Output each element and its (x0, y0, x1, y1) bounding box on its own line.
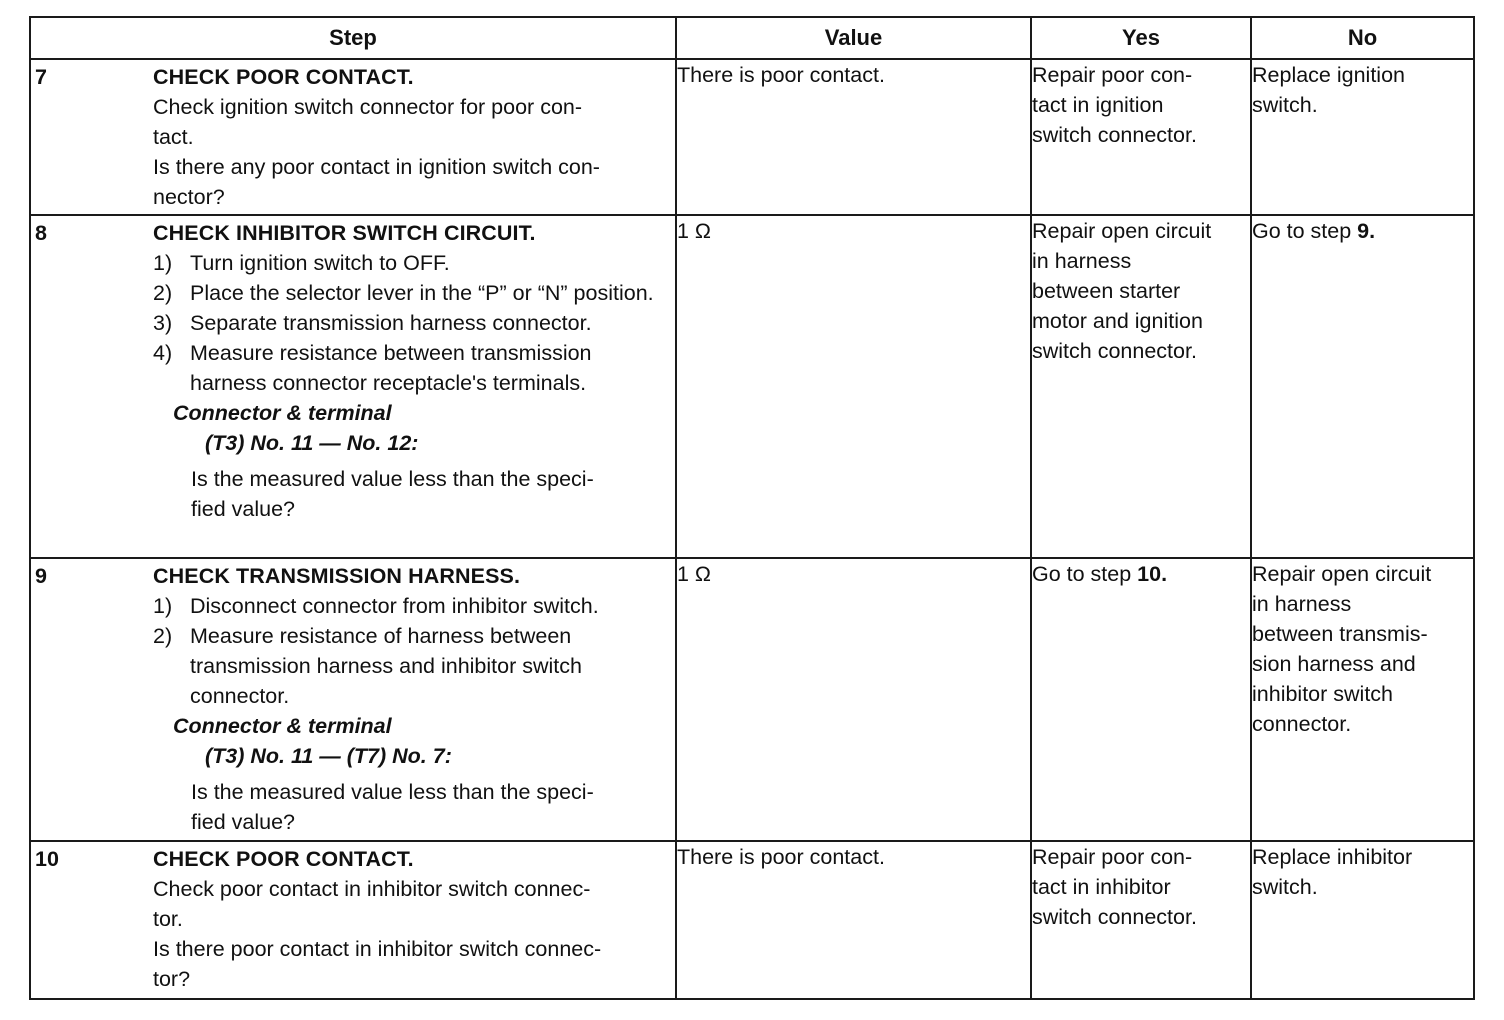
step-line: tor? (153, 966, 191, 991)
step-number: 9 (35, 564, 47, 589)
diagnosis-table (29, 16, 1475, 1000)
value-cell: There is poor contact. (676, 841, 1031, 999)
substep-text: Separate transmission harness connector. (190, 311, 592, 336)
yes-cell: Repair poor con- tact in ignition switch connector. (1031, 59, 1251, 215)
substep-text: Turn ignition switch to OFF. (190, 251, 450, 276)
step-line: tor. (153, 906, 183, 931)
substep-number: 2) (153, 281, 173, 306)
header-step: Step (30, 17, 676, 59)
step-question: Is the measured value less than the speci- fied value? (191, 467, 594, 522)
step-title: CHECK POOR CONTACT. (153, 65, 414, 89)
yes-cell: Repair open circuit in harness between starter motor and ignition switch connector. (1031, 215, 1251, 558)
table-row (30, 558, 1474, 841)
step-title: CHECK POOR CONTACT. (153, 846, 414, 871)
no-cell: Replace inhibitor switch. (1251, 841, 1474, 999)
step-line: tact. (153, 125, 194, 149)
substep (153, 338, 673, 398)
header-no: No (1251, 17, 1474, 59)
step-line: Check ignition switch connector for poor con- (153, 95, 583, 119)
no-cell: Replace ignition switch. (1251, 59, 1474, 215)
no-cell: Repair open circuit in harness between transmis- sion harness and inhibitor switch connector. (1251, 558, 1474, 841)
header-row (30, 17, 1474, 59)
header-yes: Yes (1031, 17, 1251, 59)
goto-text: Go to step (1252, 219, 1358, 244)
step-number: 10 (35, 846, 59, 871)
step-number: 8 (35, 221, 47, 246)
table-row (30, 59, 1474, 215)
connector-label: Connector & terminal (173, 401, 392, 426)
substep (153, 248, 673, 278)
substep (153, 308, 673, 338)
step-number: 7 (35, 65, 47, 89)
step-title: CHECK TRANSMISSION HARNESS. (153, 564, 521, 589)
step-cell (30, 59, 676, 215)
substep-number: 1) (153, 594, 173, 619)
connector-terminals: (T3) No. 11 — (T7) No. 7: (205, 744, 452, 769)
substep-text: Measure resistance between transmission harness connector receptacle's terminals. (190, 341, 592, 396)
goto-text: Go to step (1032, 562, 1138, 587)
step-question: Is the measured value less than the speci- fied value? (191, 780, 594, 835)
yes-cell (1031, 558, 1251, 841)
substep-number: 1) (153, 251, 173, 276)
connector-terminals: (T3) No. 11 — No. 12: (205, 431, 419, 456)
step-line: nector? (153, 185, 225, 209)
substep-number: 3) (153, 311, 173, 336)
value-cell: 1 Ω (676, 558, 1031, 841)
step-title: CHECK INHIBITOR SWITCH CIRCUIT. (153, 221, 536, 246)
table-row (30, 215, 1474, 558)
goto-step-number: 9. (1357, 219, 1376, 244)
step-cell (30, 841, 676, 999)
substep-number: 2) (153, 624, 173, 649)
step-line: Is there poor contact in inhibitor switch connec- (153, 936, 602, 961)
step-cell (30, 558, 676, 841)
substep (153, 591, 673, 621)
substep (153, 621, 673, 711)
step-line: Is there any poor contact in ignition switch con- (153, 155, 600, 179)
substep (153, 278, 673, 308)
value-cell: 1 Ω (676, 215, 1031, 558)
substep-number: 4) (153, 341, 173, 366)
substep-text: Disconnect connector from inhibitor switch. (190, 594, 599, 619)
value-cell: There is poor contact. (676, 59, 1031, 215)
table-row (30, 841, 1474, 999)
goto-step-number: 10. (1137, 562, 1168, 587)
step-line: Check poor contact in inhibitor switch connec- (153, 876, 591, 901)
header-value: Value (676, 17, 1031, 59)
step-cell (30, 215, 676, 558)
no-cell (1251, 215, 1474, 558)
yes-cell: Repair poor con- tact in inhibitor switch connector. (1031, 841, 1251, 999)
connector-label: Connector & terminal (173, 714, 392, 739)
substep-text: Place the selector lever in the “P” or “N” position. (190, 281, 654, 306)
substep-text: Measure resistance of harness between transmission harness and inhibitor switch connector. (190, 624, 582, 709)
